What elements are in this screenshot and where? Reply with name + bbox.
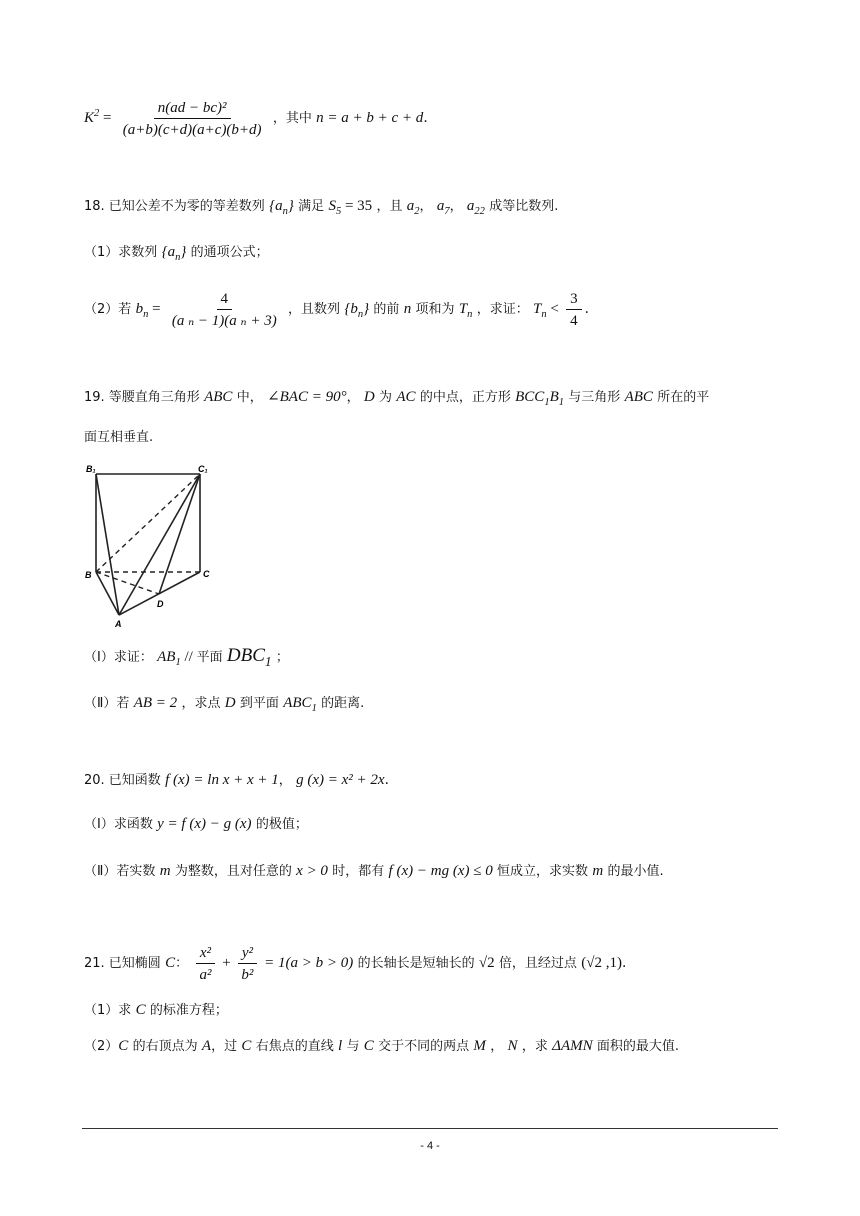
q21-part1-end: 的标准方程； <box>149 1003 228 1018</box>
k2-denominator: (a+b)(c+d)(a+c)(b+d) <box>122 121 262 138</box>
q19-bcc-b-sub: 1 <box>558 397 564 408</box>
q18-p2-seq-sub: n <box>357 309 364 320</box>
q18-seq-close: } <box>287 198 294 214</box>
q19-d: D <box>363 389 375 405</box>
q19-text-e: 的中点，正方形 <box>419 390 511 405</box>
q20-inequality: f (x) − mg (x) ≤ 0 <box>388 863 493 879</box>
q21-y2: y² <box>238 944 257 964</box>
q20-g-def: g (x) = x² + 2x <box>296 772 385 788</box>
q18-p1-seq-close: } <box>180 244 187 260</box>
q18-part2-text2: 的前 <box>373 302 400 317</box>
q20-x-cond: x > 0 <box>296 863 328 879</box>
q18-comma1: ， <box>419 199 433 214</box>
label-c1: C₁ <box>198 464 208 474</box>
q18-bn-fraction <box>168 290 281 330</box>
q21-point-n: N <box>507 1038 518 1054</box>
q18-part2-text4: ，求证： <box>476 302 529 317</box>
k2-n-definition: n = a + b + c + d <box>316 110 424 126</box>
k2-eq: = <box>103 110 112 126</box>
q20-part1 <box>84 814 308 835</box>
q18-bn-denominator: (a ₙ − 1)(a ₙ + 3) <box>171 312 277 329</box>
q18-a2-sub: 2 <box>414 206 420 217</box>
q20-stem-text: 20. 已知函数 <box>84 773 161 788</box>
q20-comma: ， <box>278 773 292 788</box>
q18-a22-sub: 22 <box>474 206 485 217</box>
q18-p2-seq-close: } <box>363 301 370 317</box>
q21-plus: + <box>218 955 235 971</box>
q19-part1 <box>84 646 289 673</box>
q21-stem <box>84 938 626 989</box>
q21-condition: = 1(a > b > 0) <box>260 955 354 971</box>
k2-tail-text: ，其中 <box>272 111 312 126</box>
k2-formula <box>84 92 428 141</box>
q19-abc2: ABC <box>624 389 653 405</box>
q21-p1-c: C <box>135 1002 146 1018</box>
q19-text-f: 与三角形 <box>568 390 621 405</box>
q18-tn: T <box>458 301 468 317</box>
q18-stem-text-c: ，且 <box>376 199 403 214</box>
q21-x-fraction <box>195 944 215 984</box>
q21-part2-label: （2） <box>84 1039 119 1054</box>
q18-part2-end: . <box>584 301 589 317</box>
q21-stem-text-c: 倍，且经过点 <box>498 956 577 971</box>
q19-abc: ABC <box>204 389 233 405</box>
q19-bcc: BCC <box>515 389 545 405</box>
q18-part1-label: （1）求数列 <box>84 245 158 260</box>
q18-p1-seq: {a <box>161 244 176 260</box>
q18-fnum: 3 <box>566 290 582 310</box>
q20-stem-end: . <box>384 772 389 788</box>
edge-b-c1-dashed <box>96 474 200 572</box>
q19-text-a: 19. 等腰直角三角形 <box>84 390 200 405</box>
q21-part2-text-f: 交于不同的两点 <box>378 1039 470 1054</box>
q18-tn-sub: n <box>467 309 473 320</box>
q19-part1-end: ； <box>275 650 289 665</box>
q18-bn: b <box>135 301 144 317</box>
q18-three-quarters <box>566 290 582 330</box>
q20-part2-end: 的最小值. <box>607 864 664 879</box>
q18-s5-sub: 5 <box>335 206 342 217</box>
q21-p2-c2: C <box>241 1038 252 1054</box>
q21-a2: a² <box>199 966 212 983</box>
q21-part2-text-g: ， <box>490 1039 504 1054</box>
label-b1: B₁ <box>86 464 96 474</box>
q19-dbc1: DBC <box>226 645 265 666</box>
q21-part1-label: （1）求 <box>84 1003 132 1018</box>
q18-bn-numerator: 4 <box>217 290 233 310</box>
k2-fraction <box>119 99 266 139</box>
q21-part2-text-a: 的右顶点为 <box>132 1039 198 1054</box>
q18-n: n <box>403 301 412 317</box>
q21-sqrt2: √2 <box>478 955 495 971</box>
q21-triangle: ΔAMN <box>552 1038 593 1054</box>
label-d: D <box>157 599 164 609</box>
q19-text-g: 所在的平 <box>657 390 710 405</box>
q18-bn-eq: = <box>148 301 161 317</box>
q20-part1-label: （Ⅰ）求函数 <box>84 817 153 832</box>
k2-sup: 2 <box>94 108 100 119</box>
q18-s5-eq: = 35 <box>341 198 373 214</box>
q21-part2-end: 面积的最大值. <box>596 1039 680 1054</box>
q19-part2-end: 的距离. <box>321 696 365 711</box>
q20-y-def: y = f (x) − g (x) <box>157 816 252 832</box>
label-c: C <box>203 569 210 579</box>
q18-p1-seq-sub: n <box>175 252 181 263</box>
q19-stem-line2: 面互相垂直. <box>84 430 154 445</box>
q19-ab-eq: AB = 2 <box>133 695 178 711</box>
k2-lhs: K <box>84 110 95 126</box>
q20-m2: m <box>592 863 604 879</box>
label-a: A <box>115 619 122 629</box>
q19-angle: ∠BAC = 90° <box>267 389 347 405</box>
q18-seq: {a <box>269 198 283 214</box>
q18-comma2: ， <box>449 199 463 214</box>
q18-a7: a <box>436 198 445 214</box>
q19-ac: AC <box>396 389 416 405</box>
q21-point-m: M <box>473 1038 486 1054</box>
label-b: B <box>85 570 92 580</box>
q21-stem-end: . <box>621 955 627 971</box>
q18-fden: 4 <box>570 312 578 329</box>
q18-part1 <box>84 242 269 268</box>
q18-tn2-sub: n <box>541 309 547 320</box>
q19-parallel: // <box>180 649 197 665</box>
q18-part2-label: （2）若 <box>84 302 132 317</box>
q21-vertex-a: A <box>201 1038 212 1054</box>
q20-part2-label: （Ⅱ）若实数 <box>84 864 156 879</box>
q19-part2-text: ，求点 <box>181 696 221 711</box>
q20-m: m <box>159 863 171 879</box>
q21-part1 <box>84 1000 228 1021</box>
q18-a7-sub: 7 <box>444 206 450 217</box>
q19-ab1: AB <box>157 649 176 665</box>
q21-part2-text-h: ，求 <box>521 1039 548 1054</box>
q19-bcc-b: B <box>549 389 559 405</box>
q18-a2: a <box>406 198 415 214</box>
k2-period: . <box>423 110 428 126</box>
q20-part2-text2: 时，都有 <box>332 864 385 879</box>
q18-part2-text3: 项和为 <box>415 302 455 317</box>
q21-c: C <box>165 955 176 971</box>
q19-text-c: ， <box>346 390 360 405</box>
q18-s5: S <box>328 198 336 214</box>
q21-part2 <box>84 1036 679 1057</box>
q19-abc1: ABC <box>283 695 312 711</box>
q18-part1-end: 的通项公式； <box>190 245 269 260</box>
q18-stem-text-b: 满足 <box>298 199 325 214</box>
q20-stem <box>84 770 389 791</box>
q20-part2-text: 为整数，且对任意的 <box>174 864 292 879</box>
q21-y-fraction <box>237 944 257 984</box>
q19-part2-label: （Ⅱ）若 <box>84 696 130 711</box>
q19-dbc1-sub: 1 <box>264 653 272 669</box>
q21-part2-text-b: ，过 <box>211 1039 238 1054</box>
q21-colon: ： <box>175 956 189 971</box>
q19-stem-line1 <box>84 387 709 413</box>
q21-line-l: l <box>338 1038 343 1054</box>
q21-part2-text-d: 右焦点的直线 <box>255 1039 334 1054</box>
q21-p2-c3: C <box>363 1038 374 1054</box>
q18-part2-text: ，且数列 <box>288 302 341 317</box>
q19-text-b: 中， <box>236 390 263 405</box>
q19-plane-word: 平面 <box>196 650 223 665</box>
q21-b2: b² <box>241 966 254 983</box>
q18-a22: a <box>466 198 475 214</box>
q18-p2-seq: {b <box>344 301 358 317</box>
q21-part2-text-e: 与 <box>346 1039 360 1054</box>
footer-divider <box>82 1128 778 1129</box>
q21-p2-c: C <box>118 1038 129 1054</box>
q18-bn-sub: n <box>143 309 149 320</box>
q19-abc1-sub: 1 <box>311 703 317 714</box>
q20-f-def: f (x) = ln x + x + 1 <box>165 772 279 788</box>
q19-part1-label: （Ⅰ）求证： <box>84 650 153 665</box>
q19-part2-text2: 到平面 <box>239 696 279 711</box>
page-number: - 4 - <box>420 1140 440 1152</box>
q18-part2 <box>84 284 589 340</box>
q20-part1-end: 的极值； <box>255 817 308 832</box>
q21-stem-text: 21. 已知椭圆 <box>84 956 161 971</box>
q21-point: (√2 ,1) <box>581 955 622 971</box>
q18-seq-sub: n <box>282 206 288 217</box>
q18-tn2: T <box>533 301 542 317</box>
q18-stem-text: 18. 已知公差不为零的等差数列 <box>84 199 265 214</box>
q19-ab1-sub: 1 <box>175 657 181 668</box>
q18-stem-end: 成等比数列. <box>489 199 559 214</box>
q20-part2 <box>84 861 664 882</box>
q20-part2-text3: 恒成立，求实数 <box>497 864 589 879</box>
q19-prism-figure <box>84 460 219 630</box>
q18-stem <box>84 196 558 222</box>
k2-numerator: n(ad − bc)² <box>154 99 231 119</box>
q21-stem-text-b: 的长轴长是短轴长的 <box>357 956 475 971</box>
q19-text-d: 为 <box>379 390 393 405</box>
q19-bcc-sub: 1 <box>544 397 550 408</box>
q21-x2: x² <box>196 944 215 964</box>
q18-lt: < <box>546 301 559 317</box>
q19-point-d: D <box>224 695 236 711</box>
q19-part2 <box>84 693 364 719</box>
